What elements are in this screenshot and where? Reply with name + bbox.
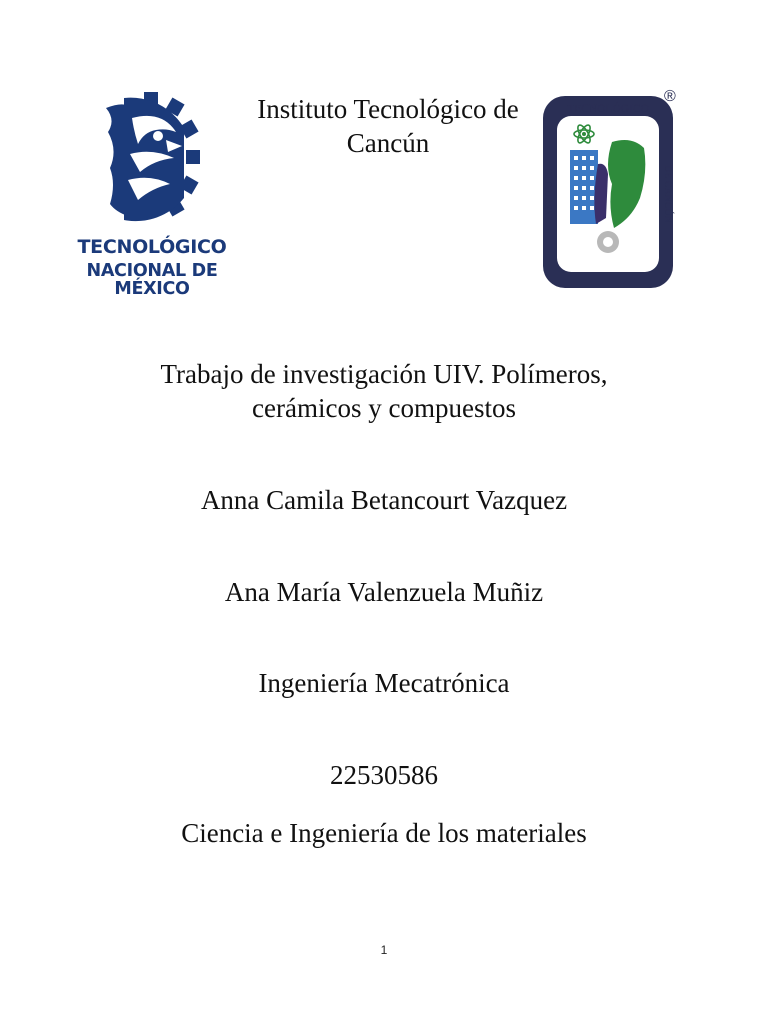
author-name-1: Anna Camila Betancourt Vazquez bbox=[200, 485, 568, 515]
itcancun-logo bbox=[540, 88, 686, 292]
seal-left-text: INSTITUTO bbox=[544, 167, 555, 221]
work-title bbox=[0, 357, 768, 425]
gear-eagle-icon bbox=[66, 88, 238, 228]
page-number: 1 bbox=[380, 943, 388, 957]
subject-name: Ciencia e Ingeniería de los materiales bbox=[181, 818, 587, 848]
tecnm-logo bbox=[66, 88, 238, 299]
tecnm-line-2: NACIONAL DE MÉXICO bbox=[86, 261, 218, 299]
seal-icon bbox=[540, 88, 686, 292]
registered-mark: ® bbox=[664, 88, 676, 105]
author-name-2: Ana María Valenzuela Muñiz bbox=[224, 577, 544, 607]
work-title-line-1: Trabajo de investigación UIV. Polímeros, bbox=[160, 359, 608, 389]
institution-title-line-1: Instituto Tecnológico de bbox=[257, 94, 519, 124]
work-title-line-2: cerámicos y compuestos bbox=[252, 393, 516, 423]
seal-right-text: DE CANCÚN bbox=[662, 164, 673, 224]
career-name: Ingeniería Mecatrónica bbox=[258, 668, 510, 698]
institution-title bbox=[238, 92, 538, 160]
student-id: 22530586 bbox=[330, 760, 438, 790]
institution-title-line-2: Cancún bbox=[346, 128, 430, 158]
seal-top-text: TECNOLÓGICO bbox=[567, 103, 649, 115]
tecnm-line-1: TECNOLÓGICO bbox=[77, 236, 227, 258]
